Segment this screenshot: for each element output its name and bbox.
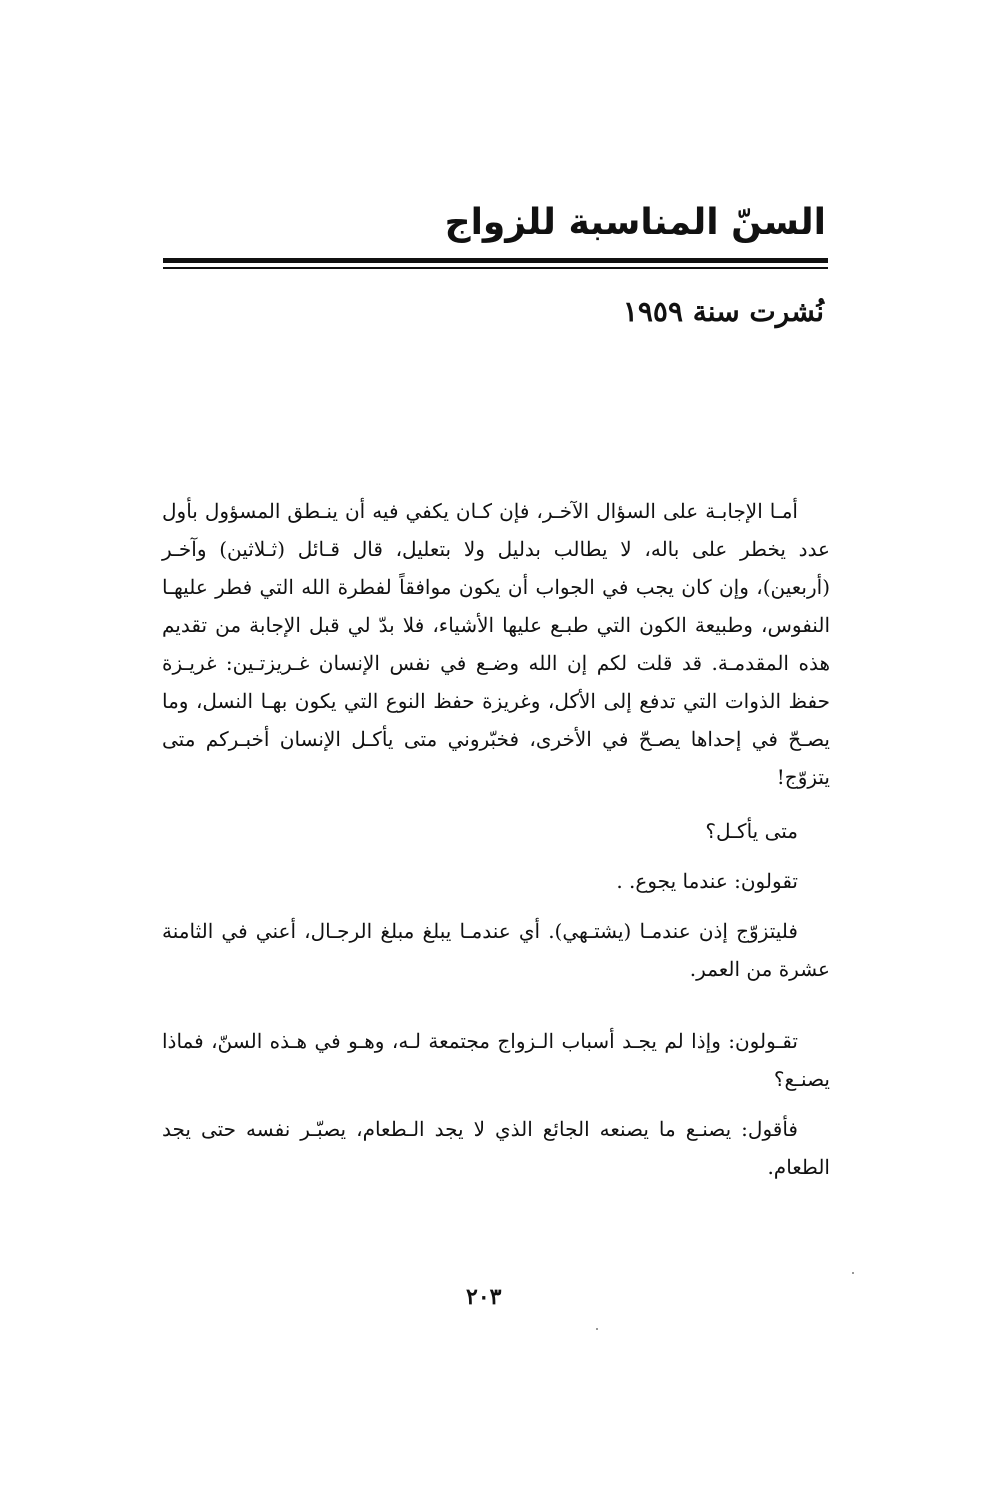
body-text xyxy=(162,492,830,1186)
publication-note: نُشرت سنة ١٩٥٩ xyxy=(622,295,824,328)
title-divider-thin xyxy=(163,267,828,269)
scan-speck xyxy=(852,1272,854,1274)
title-divider-thick xyxy=(163,258,828,263)
paragraph: فليتزوّج إذن عندمـا (يشتـهي). أي عندمـا يبلغ مبلغ الرجـال، أعني في الثامنة عشرة من العمر. xyxy=(162,919,830,981)
paragraph: فأقول: يصنـع ما يصنعه الجائع الذي لا يجد الـطعام، يصبّـر نفسه حتى يجد الطعام. xyxy=(162,1117,830,1179)
answer-line: تقولون: عندما يجوع. . xyxy=(616,869,798,893)
chapter-title: السنّ المناسبة للزواج xyxy=(444,202,826,243)
question-line: متى يأكـل؟ xyxy=(705,819,798,843)
paragraph: تقـولون: وإذا لم يجـد أسباب الـزواج مجتمعة لـه، وهـو في هـذه السنّ، فماذا يصنـع؟ xyxy=(162,1029,830,1091)
paragraph: أمـا الإجابـة على السؤال الآخـر، فإن كـان يكفي فيه أن ينـطق المسؤول بأول عدد يخطر على باله، لا يطالب بدليل ولا بتعليل، قال قـائل (ثـلاثين) وآخـر (أربعين)، وإن كان يجب في الجواب أن يكون موافقاً لفطرة الله التي فطر عليهـا النفوس، وطبيعة الكون التي طبـع عليها الأشياء، فلا بدّ لي قبل الإجابة من تقديم هذه المقدمـة. قد قلت لكم إن الله وضـع في نفس الإنسان غـريزتـين: غريـزة حفظ الذوات التي تدفع إلى الأكل، وغريزة حفظ النوع التي يكون بهـا النسل، وما يصـحّ في إحداها يصـحّ في الأخرى، فخبّروني متى يأكـل الإنسان أخبـركم متى يتزوّج! xyxy=(162,499,830,789)
scan-speck xyxy=(596,1328,598,1330)
page-number: ٢٠٣ xyxy=(466,1284,502,1310)
